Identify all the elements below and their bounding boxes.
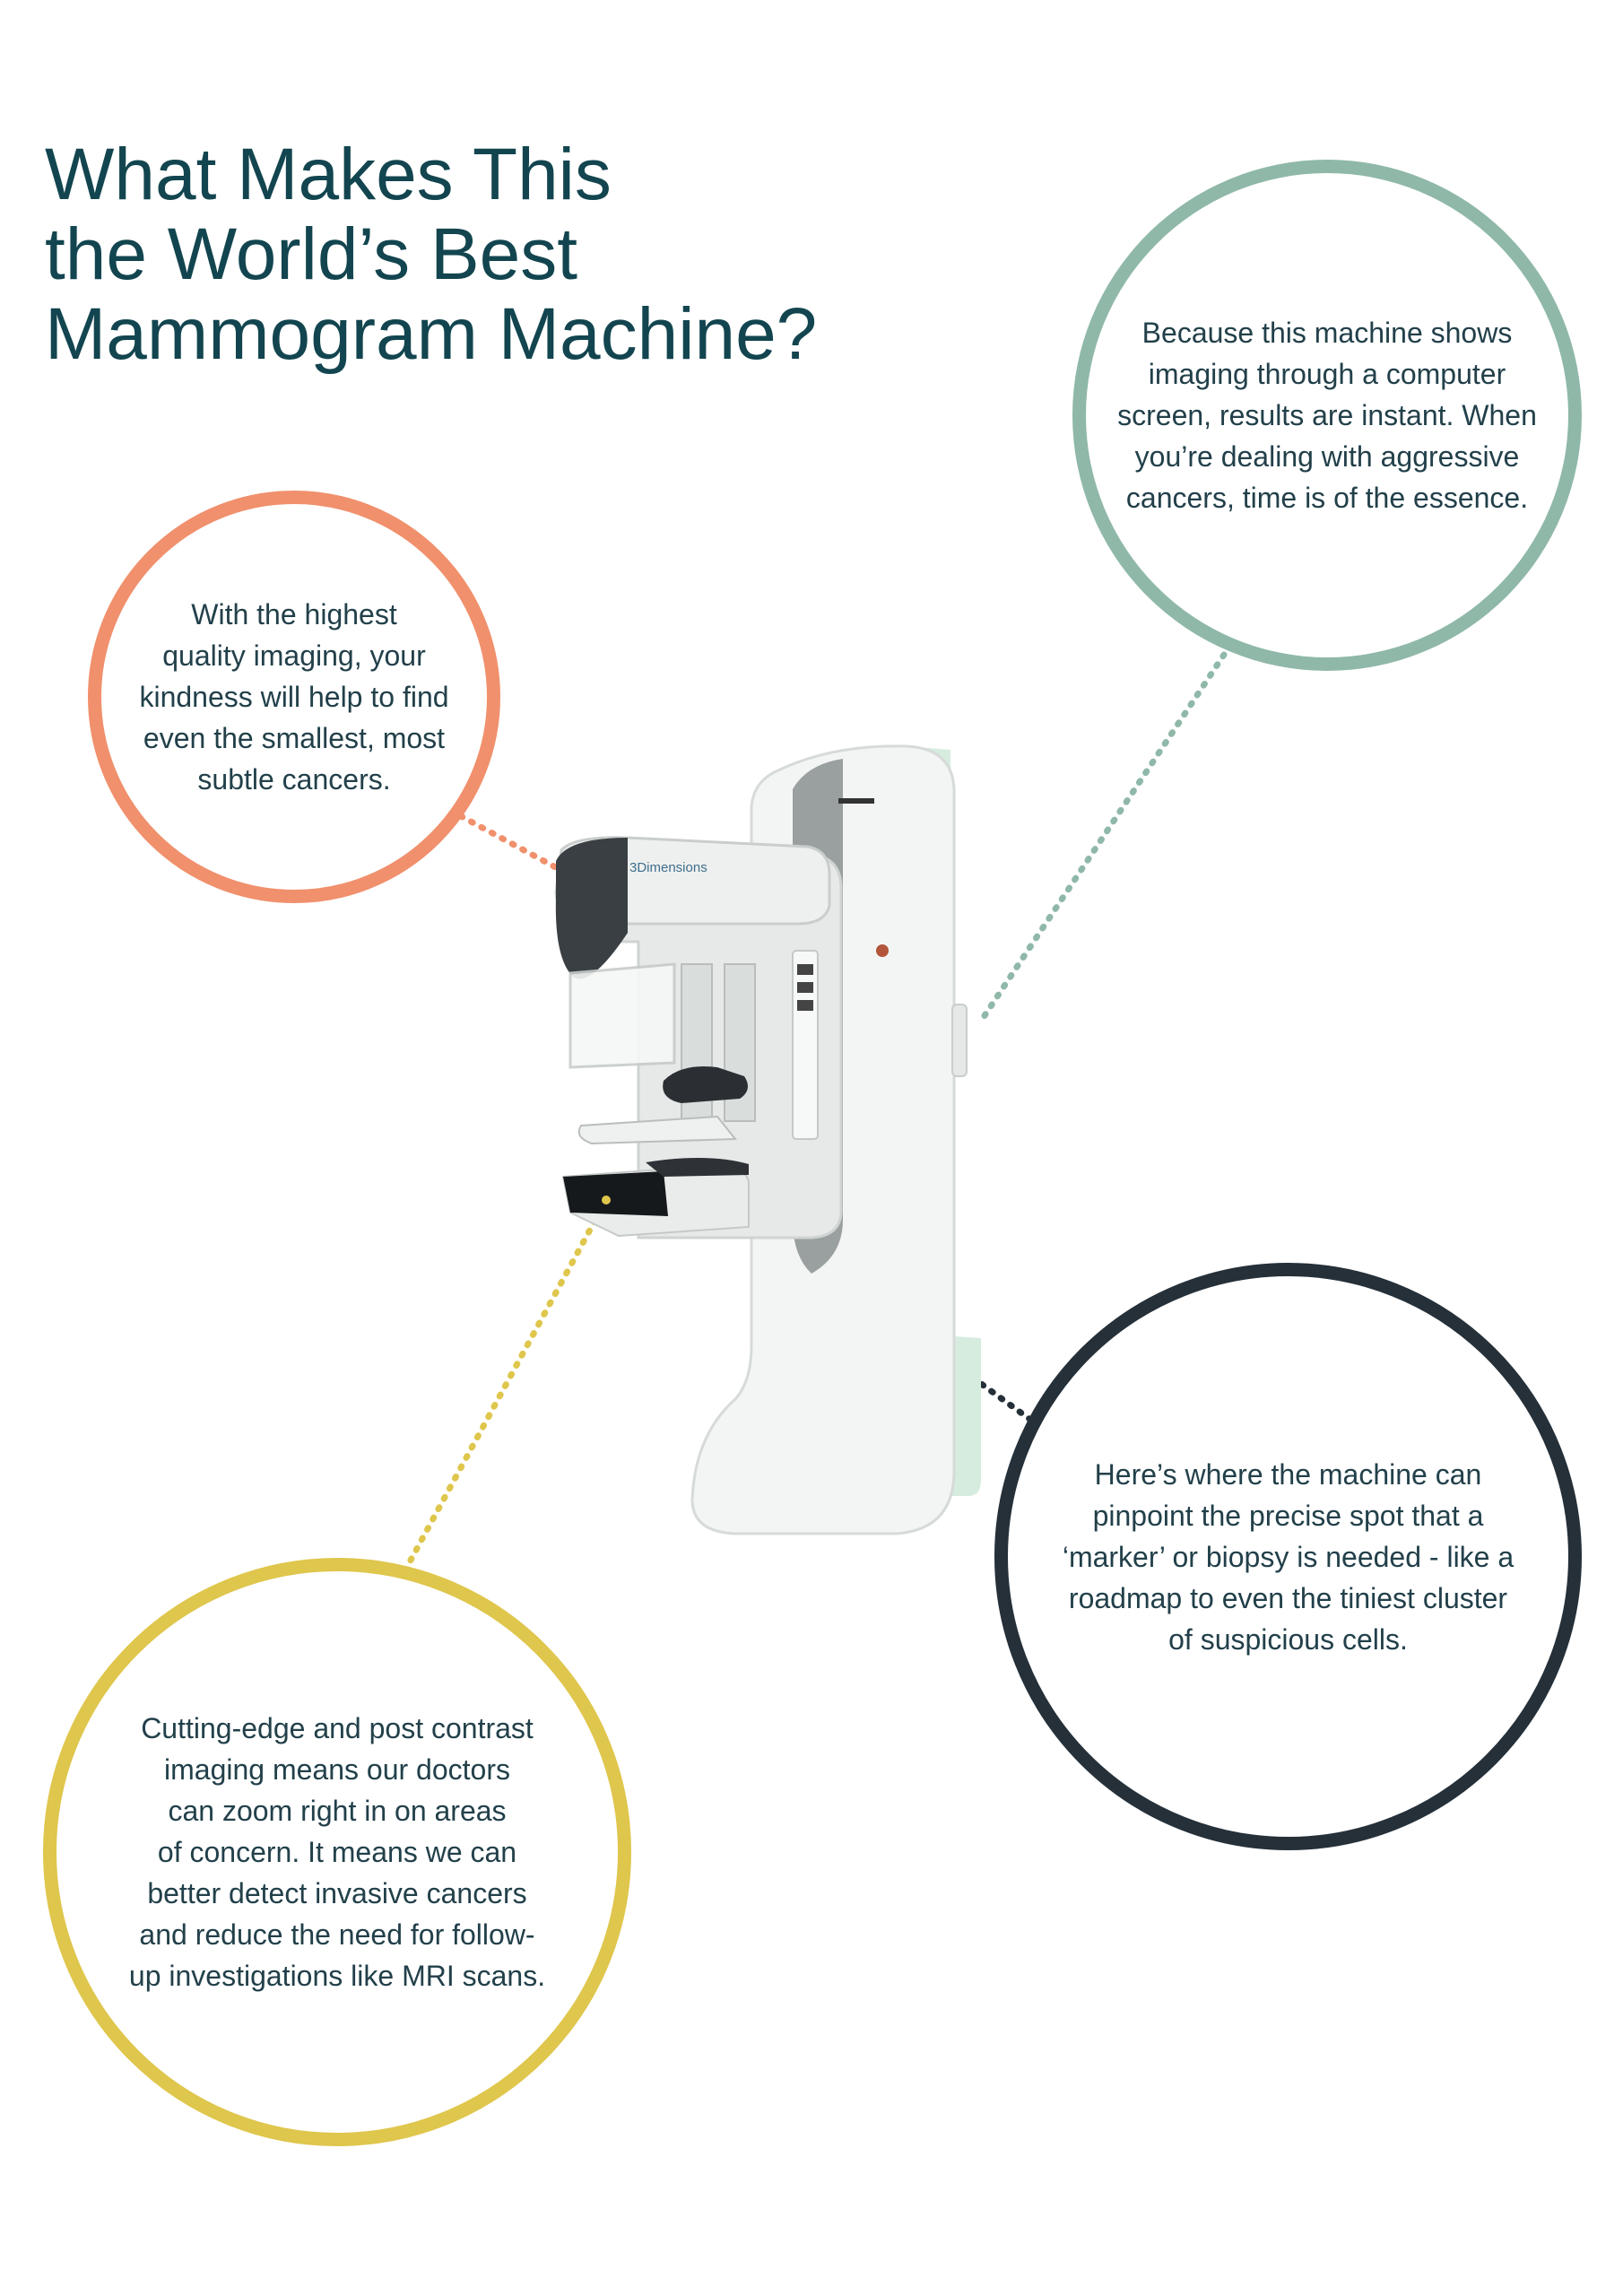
machine-control-button (797, 964, 813, 975)
bubble-line: imaging means our doctors (164, 1753, 510, 1786)
machine-control-button (797, 982, 813, 993)
bubble-line: Because this machine shows (1141, 317, 1513, 349)
bubble-line: of concern. It means we can (157, 1836, 517, 1868)
machine-face-shield (570, 964, 674, 1067)
machine-compression-paddle (579, 1117, 735, 1144)
machine-detector-dot (602, 1196, 611, 1205)
info-bubble-contrast-imaging (43, 1558, 631, 2146)
bubble-line: ‘marker’ or biopsy is needed - like a (1062, 1540, 1515, 1573)
info-bubble-image-quality (88, 491, 500, 903)
bubble-line: screen, results are instant. When (1117, 399, 1537, 431)
bubble-line: of suspicious cells. (1168, 1622, 1408, 1656)
machine-side-panel (952, 1004, 967, 1076)
machine-control-button (797, 1000, 813, 1011)
machine-column-slot (838, 798, 874, 804)
bubble-line: kindness will help to find (139, 681, 449, 713)
bubble-line: Cutting-edge and post contrast (141, 1712, 534, 1744)
bubble-line: Here’s where the machine can (1094, 1457, 1482, 1491)
title-line-2: the World’s Best (45, 213, 578, 295)
bubble-line: imaging through a computer (1148, 358, 1506, 390)
bubble-line: and reduce the need for follow- (139, 1918, 535, 1951)
info-bubble-instant-results (1072, 160, 1582, 671)
bubble-line: quality imaging, your (162, 639, 426, 672)
bubble-line: With the highest (191, 598, 397, 631)
bubble-line: roadmap to even the tiniest cluster (1068, 1581, 1508, 1614)
bubble-text (104, 1708, 570, 1996)
machine-detector-dark (563, 1171, 668, 1216)
bubble-line: even the smallest, most (143, 722, 446, 754)
machine-detector-top (646, 1158, 749, 1177)
bubble-text (1103, 312, 1551, 518)
bubble-line: up investigations like MRI scans. (128, 1960, 546, 1992)
machine-tube-head-dark (556, 838, 628, 978)
bubble-line: subtle cancers. (197, 763, 391, 796)
machine-brand-label: 3Dimensions (629, 860, 707, 875)
bubble-text (1046, 1454, 1531, 1660)
info-bubble-biopsy-precision (994, 1263, 1582, 1850)
bubble-line: you’re dealing with aggressive (1134, 440, 1520, 473)
title-line-3: Mammogram Machine? (45, 293, 818, 375)
bubble-line: pinpoint the precise spot that a (1092, 1499, 1484, 1532)
bubble-line: can zoom right in on areas (168, 1795, 507, 1827)
machine-indicator-light (876, 944, 889, 957)
bubble-text (124, 594, 464, 800)
title-line-1: What Makes This (45, 134, 612, 215)
bubble-line: cancers, time is of the essence. (1125, 482, 1529, 514)
machine-control-panel (793, 951, 818, 1139)
bubble-line: better detect invasive cancers (147, 1877, 527, 1909)
